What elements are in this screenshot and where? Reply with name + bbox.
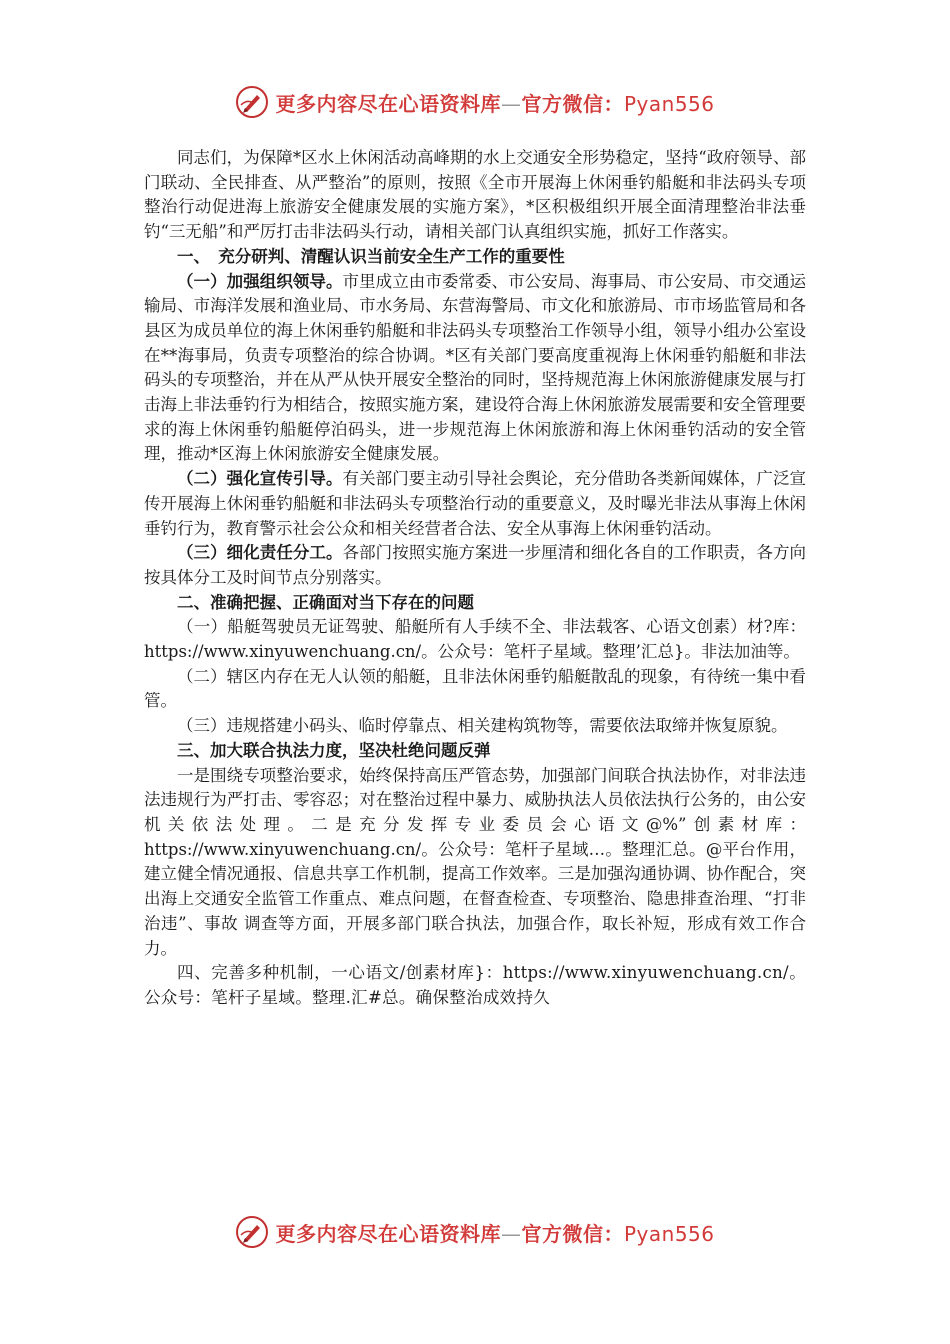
- banner-text: [275, 88, 714, 117]
- intro-paragraph: 同志们，为保障*区水上休闲活动高峰期的水上交通安全形势稳定，坚持“政府领导、部门联动、全民排查、从严整治”的原则，按照《全市开展海上休闲垂钓船艇和非法码头专项整治行动促进海上旅游安全健康发展的实施方案》，*区积极组织开展全面清理整治非法垂钓“三无船”和严厉打击非法码头行动，请相关部门认真组织实施，抓好工作落实。: [144, 148, 806, 242]
- subsection-1-body: 市里成立由市委常委、市公安局、海事局、市公安局、市交通运输局、市海洋发展和渔业局、市水务局、东营海警局、市文化和旅游局、市市场监管局和各县区为成员单位的海上休闲垂钓船艇和非法码头专项整治工作领导小组，领导小组办公室设在**海事局，负责专项整治的综合协调。*区有关部门要高度重视海上休闲垂钓船艇和非法码头的专项整治，并在从严从快开展安全整治的同时，坚持规范海上休闲旅游健康发展与打击海上非法垂钓行为相结合，按照实施方案，建设符合海上休闲旅游发展需要和安全管理要求的海上休闲垂钓船艇停泊码头，进一步规范海上休闲旅游和海上休闲垂钓活动的安全管理，推动*区海上休闲旅游安全健康发展。: [144, 271, 807, 464]
- section-4-paragraph: 四、完善多种机制，一心语文/创素材库}：https://www.xinyuwenchuang.cn/。公众号：笔杆子星域。整理.汇#总。确保整治成效持久: [144, 963, 806, 1007]
- problem-item-3: （三）违规搭建小码头、临时停靠点、相关建构筑物等，需要依法取缔并恢复原貌。: [177, 716, 788, 736]
- subsection-3: [144, 541, 806, 590]
- banner-handle: Pyan556: [623, 91, 715, 116]
- banner-dash: —: [500, 91, 522, 116]
- banner-dash: —: [500, 1221, 522, 1246]
- footer-banner: [0, 1212, 950, 1252]
- pen-logo-icon: [235, 1215, 269, 1249]
- banner-label: 官方微信：: [521, 91, 624, 116]
- subsection-2: [144, 467, 806, 541]
- banner-label: 官方微信：: [521, 1221, 624, 1246]
- enforcement-paragraph: 一是围绕专项整治要求，始终保持高压严管态势，加强部门间联合执法协作，对非法违法违规行为严打击、零容忍；对在整治过程中暴力、威胁执法人员依法执行公务的，由公安机关依法处理。二是充分发挥专业委员会心语文@%”创素材库：https://www.xinyuwenchuang.cn/。公众号：笔杆子星域…。整理汇总。@平台作用，建立健全情况通报、信息共享工作机制，提高工作效率。三是加强沟通协调、协作配合，突出海上交通安全监管工作重点、难点问题，在督查检查、专项整治、隐患排查治理、“打非治违”、事故 调查等方面，开展多部门联合执法，加强合作，取长补短，形成有效工作合力。: [144, 765, 806, 958]
- section-heading-1: 一、 充分研判、清醒认识当前安全生产工作的重要性: [177, 246, 565, 266]
- banner-handle: Pyan556: [623, 1221, 715, 1246]
- subsection-2-body: 有关部门要主动引导社会舆论，充分借助各类新闻媒体，广泛宣传开展海上休闲垂钓船艇和非法码头专项整治行动的重要意义，及时曝光非法从事海上休闲垂钓行为，教育警示社会公众和相关经营者合法、安全从事海上休闲垂钓活动。: [144, 469, 807, 538]
- problem-item-1: （一）船艇驾驶员无证驾驶、船艇所有人手续不全、非法载客、心语文创素）材?库：https://www.xinyuwenchuang.cn/。公众号：笔杆子星域。整理’汇总}。非法加油等。: [144, 617, 806, 662]
- subsection-3-title: （三）细化责任分工。: [177, 543, 343, 563]
- problem-item-2: （二）辖区内存在无人认领的船艇，且非法休闲垂钓船艇散乱的现象，有待统一集中看管。: [144, 666, 806, 711]
- header-banner: [0, 82, 950, 122]
- banner-text: [275, 1218, 714, 1247]
- section-heading-2: 二、准确把握、正确面对当下存在的问题: [177, 592, 474, 612]
- subsection-1-title: （一）加强组织领导。: [177, 271, 343, 291]
- banner-brand: 更多内容尽在心语资料库: [275, 91, 501, 116]
- subsection-2-title: （二）强化宣传引导。: [177, 469, 343, 489]
- banner-brand: 更多内容尽在心语资料库: [275, 1221, 501, 1246]
- document-body: [144, 146, 806, 1011]
- pen-logo-icon: [235, 85, 269, 119]
- subsection-1: [144, 270, 806, 468]
- section-heading-3: 三、加大联合执法力度，坚决杜绝问题反弹: [177, 740, 491, 760]
- subsection-3-body: 各部门按照实施方案进一步厘清和细化各自的工作职责，各方向按具体分工及时间节点分别落实。: [144, 543, 807, 587]
